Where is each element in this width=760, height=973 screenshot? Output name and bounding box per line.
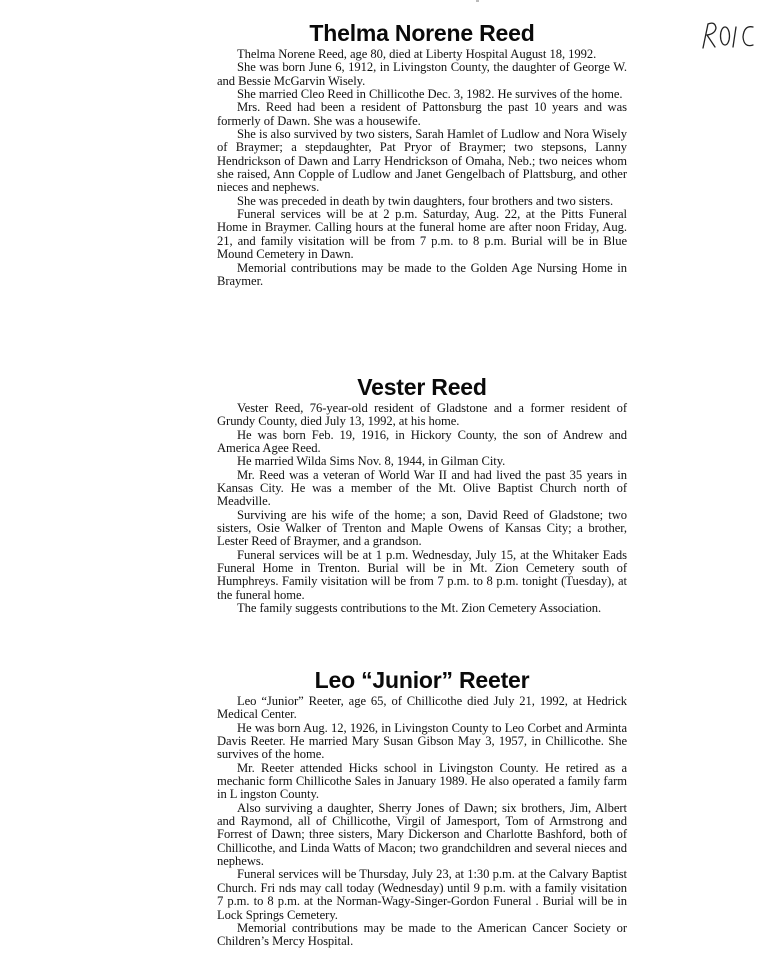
- obituary-paragraph: Vester Reed, 76-year-old resident of Gladstone and a former resident of Grundy County, died July 13, 1992, at his home.: [217, 401, 627, 429]
- obituary-paragraph: She married Cleo Reed in Chillicothe Dec. 3, 1982. He survives of the home.: [237, 87, 623, 102]
- scan-speck: [476, 0, 479, 2]
- obituary-paragraph: Mr. Reed was a veteran of World War II and had lived the past 35 years in Kansas City. He was a member of the Mt. Olive Baptist Church north of Meadville.: [217, 467, 627, 509]
- obituary-paragraph: She was born June 6, 1912, in Livingston County, the daughter of George W. and Bessie McGarvin Wisely.: [217, 60, 627, 88]
- obituary-vester-reed: [217, 374, 627, 616]
- obituary-paragraph: She is also survived by two sisters, Sarah Hamlet of Ludlow and Nora Wisely of Braymer; a stepdaughter, Pat Pryor of Braymer; two stepsons, Lanny Hendrickson of Dawn and Larry Hendrickson of Omaha, Neb.; two neices whom she raised, Ann Copple of Ludlow and Janet Gengelbach of Plattsburg, and other nieces and nephews.: [217, 127, 627, 195]
- obituary-paragraph: Leo “Junior” Reeter, age 65, of Chillicothe died July 21, 1992, at Hedrick Medical Center.: [217, 694, 627, 722]
- obituary-paragraph: Thelma Norene Reed, age 80, died at Liberty Hospital August 18, 1992.: [237, 47, 597, 61]
- obituary-paragraph: He married Wilda Sims Nov. 8, 1944, in Gilman City.: [237, 454, 506, 469]
- obituary-paragraph: Memorial contributions may be made to the Golden Age Nursing Home in Braymer.: [217, 260, 627, 288]
- obituary-paragraph: He was born Feb. 19, 1916, in Hickory County, the son of Andrew and America Agee Reed.: [217, 427, 627, 456]
- obituary-paragraph: Also surviving a daughter, Sherry Jones of Dawn; six brothers, Jim, Albert and Raymond, all of Chillicothe, Virgil of Jamesport, Tom of Armstrong and Forrest of Dawn; three sisters, Mary Dickerson and Charlotte Bashford, both of Chillicothe, and Linda Watts of Macon; two grandchildren and several nieces and nephews.: [217, 800, 627, 869]
- obituary-thelma-norene-reed: [217, 20, 627, 288]
- handwritten-archive-mark: [699, 18, 760, 52]
- obituary-heading: Leo “Junior” Reeter: [314, 667, 530, 693]
- obituary-paragraph: Funeral services will be at 2 p.m. Saturday, Aug. 22, at the Pitts Funeral Home in Braymer. Calling hours at the funeral home are after noon Friday, Aug. 21, and family visitation will be from 7 p.m. to 8 p.m. Burial will be in Blue Mound Cemetery in Dawn.: [217, 207, 627, 262]
- obituary-paragraph: Mr. Reeter attended Hicks school in Livingston County. He retired as a mechanic form Chillicothe Sales in January 1989. He also operated a family farm in L ingston County.: [217, 760, 627, 802]
- obituary-heading: Vester Reed: [357, 374, 487, 400]
- obituary-paragraph: Funeral services will be Thursday, July 23, at 1:30 p.m. at the Calvary Baptist Church. Fri nds may call today (Wednesday) until 9 p.m. with a family visitation 7 p.m. to 8 p.m. at the Norman-Wagy-Singer-Gordon Funeral . Burial will be in Lock Springs Cemetery.: [217, 867, 627, 922]
- obituary-paragraph: Surviving are his wife of the home; a son, David Reed of Gladstone; two sisters, Osie Walker of Trenton and Maple Owens of Kansas City; a brother, Lester Reed of Braymer, and a grandson.: [217, 507, 627, 549]
- obituary-paragraph: The family suggests contributions to the Mt. Zion Cemetery Association.: [237, 601, 602, 616]
- obituary-paragraph: She was preceded in death by twin daughters, four brothers and two sisters.: [237, 193, 614, 208]
- obituary-paragraph: Mrs. Reed had been a resident of Pattonsburg the past 10 years and was formerly of Dawn. She was a housewife.: [217, 100, 627, 128]
- obituary-paragraph: He was born Aug. 12, 1926, in Livingston County to Leo Corbet and Arminta Davis Reeter. He married Mary Susan Gibson May 3, 1957, in Chillicothe. She survives of the home.: [217, 720, 627, 762]
- obituary-leo-junior-reeter: [217, 667, 627, 949]
- obituary-paragraph: Funeral services will be at 1 p.m. Wednesday, July 15, at the Whitaker Eads Funeral Home in Trenton. Burial will be in Mt. Zion Cemetery south of Humphreys. Family visitation will be from 7 p.m. to 8 p.m. tonight (Tuesday), at the funeral home.: [217, 547, 627, 602]
- obituary-heading: Thelma Norene Reed: [309, 20, 535, 46]
- obituary-paragraph: Memorial contributions may be made to the American Cancer Society or Children’s Mercy Hospital.: [217, 920, 627, 949]
